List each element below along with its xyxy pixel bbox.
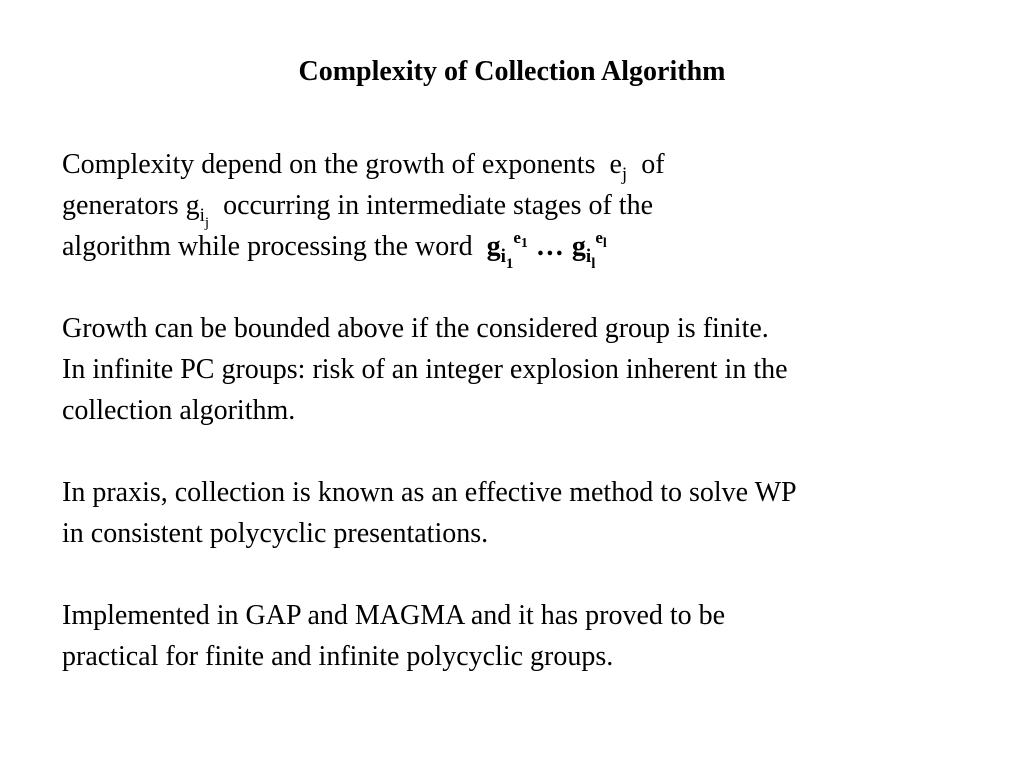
text-segment: generators xyxy=(62,190,179,221)
paragraph-line xyxy=(62,144,1002,185)
paragraph-line: Implemented in GAP and MAGMA and it has proved to be xyxy=(62,600,726,631)
paragraph-line: collection algorithm. xyxy=(62,395,296,426)
symbol-base: g xyxy=(185,190,200,221)
subscript-letter: i xyxy=(500,246,506,267)
paragraph-line: in consistent polycyclic presentations. xyxy=(62,518,489,549)
subscript-letter: i xyxy=(585,246,592,267)
word-expression xyxy=(486,228,607,272)
paragraph-line xyxy=(62,226,1002,272)
symbol-subscript xyxy=(500,246,514,272)
text-segment: algorithm while processing the word xyxy=(62,231,473,262)
text-segment: occurring in intermediate stages of the xyxy=(223,190,654,221)
paragraph-complexity xyxy=(62,144,1002,272)
superscript-subscript: l xyxy=(602,236,607,251)
word-generator-first xyxy=(486,231,514,272)
symbol-subscript xyxy=(199,205,210,231)
paragraph-line: In infinite PC groups: risk of an integer explosion inherent in the xyxy=(62,354,788,385)
subsubscript: l xyxy=(591,256,596,272)
text-segment: of xyxy=(641,149,665,180)
word-exponent-first xyxy=(513,228,528,251)
generator-symbol xyxy=(185,190,210,231)
word-generator-last xyxy=(571,231,596,272)
paragraph-growth xyxy=(62,308,1002,431)
symbol-subscript: j xyxy=(621,164,628,185)
paragraph-line: In praxis, collection is known as an effective method to solve WP xyxy=(62,477,797,508)
subscript-letter: i xyxy=(199,205,205,226)
paragraph-line xyxy=(62,185,1002,231)
paragraph-line: practical for finite and infinite polycyclic groups. xyxy=(62,641,614,672)
paragraph-implemented xyxy=(62,595,1002,677)
paragraph-praxis xyxy=(62,472,1002,554)
word-exponent-last xyxy=(595,228,607,251)
subsubscript: j xyxy=(204,215,210,231)
subsubscript: 1 xyxy=(505,256,514,272)
symbol-base: g xyxy=(571,231,586,262)
superscript-letter: e xyxy=(595,228,603,247)
superscript-subscript: 1 xyxy=(520,236,528,251)
superscript-letter: e xyxy=(513,228,521,247)
symbol-subscript xyxy=(585,246,596,272)
symbol-base: e xyxy=(609,149,622,180)
exponent-symbol xyxy=(609,149,628,185)
slide-title: Complexity of Collection Algorithm xyxy=(298,56,726,87)
paragraph-line: Growth can be bounded above if the considered group is finite. xyxy=(62,313,769,344)
text-segment: Complexity depend on the growth of exponents xyxy=(62,149,596,180)
symbol-base: g xyxy=(486,231,501,262)
ellipsis: … xyxy=(535,231,564,262)
